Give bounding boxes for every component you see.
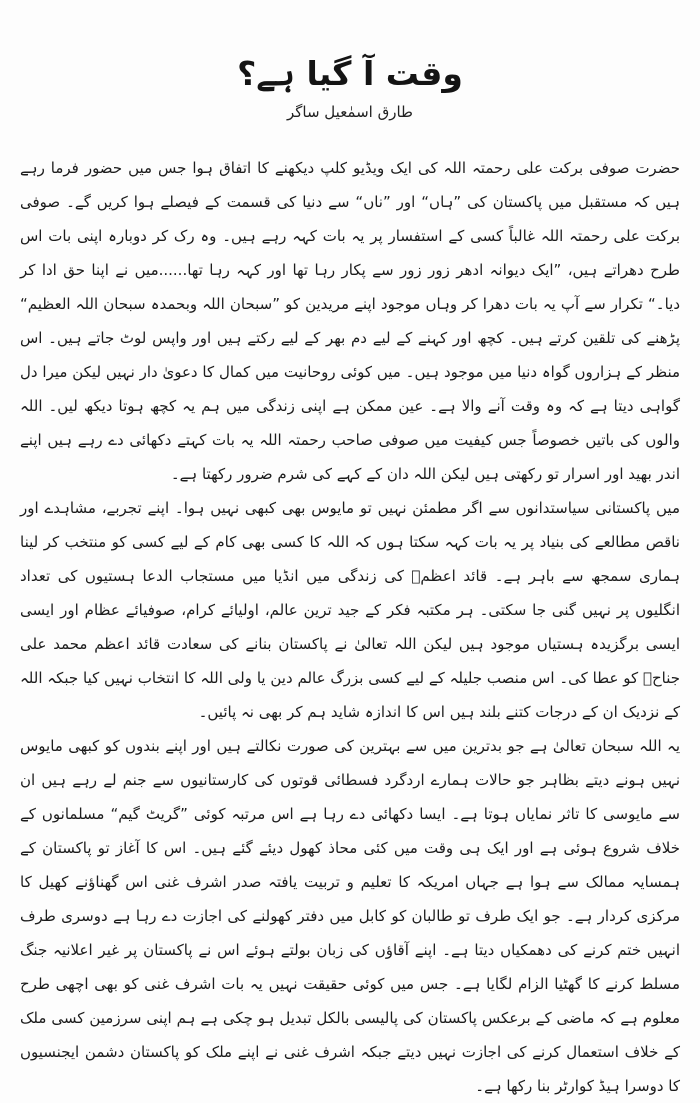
document-header	[20, 48, 680, 121]
page-title: وقت آ گیا ہے؟	[237, 54, 463, 93]
article-paragraph: یہ اللہ سبحان تعالیٰ ہے جو بدترین میں سے بہترین کی صورت نکالتے ہیں اور اپنے بندوں کو کبھی مایوس نہیں ہونے دیتے بظاہر جو حالات ہمارے اردگرد فسطائی قوتوں کی کارستانیوں سے جنم لے رہے ہیں ان سے مایوسی کا تاثر نمایاں ہوتا ہے۔ ایسا دکھائی دے رہا ہے اس مرتبہ کوئی ”گریٹ گیم“ مسلمانوں کے خلاف شروع ہوئی ہے اور ایک ہی وقت میں کئی محاذ کھول دیئے گئے ہیں۔ اس کا آغاز تو پاکستان کے ہمسایہ ممالک سے ہوا ہے جہاں امریکہ کا تعلیم و تربیت یافتہ صدر اشرف غنی اس گھناؤنے کھیل کا مرکزی کردار ہے۔ جو ایک طرف تو طالبان کو کابل میں دفتر کھولنے کی اجازت دے رہا ہے دوسری طرف انہیں ختم کرنے کی دھمکیاں دیتا ہے۔ اپنے آقاؤں کی زبان بولتے ہوئے اس نے پاکستان پر غیر اعلانیہ جنگ مسلط کرنے کا گھٹیا الزام لگایا ہے۔ جس میں کوئی حقیقت نہیں یہ بات اشرف غنی کو بھی اچھی طرح معلوم ہے کہ ماضی کے برعکس پاکستان کی پالیسی بالکل تبدیل ہو چکی ہے ہم اپنی سرزمین کسی ملک کے خلاف استعمال کرنے کی اجازت نہیں دیتے جبکہ اشرف غنی نے اپنے ملک کو پاکستان دشمن ایجنسیوں کا دوسرا ہیڈ کوارٹر بنا رکھا ہے۔	[20, 737, 680, 1096]
article-body	[20, 151, 680, 1103]
article-paragraph: میں پاکستانی سیاستدانوں سے اگر مطمئن نہیں تو مایوس بھی کبھی نہیں ہوا۔ اپنے تجربے، مشاہدے اور ناقص مطالعے کی بنیاد پر یہ بات کہہ سکتا ہوں کہ اللہ کا کسی بھی کام کے لیے کسی کو منتخب کر لینا ہماری سمجھ سے باہر ہے۔ قائد اعظمؒ کی زندگی میں انڈیا میں مستجاب الدعا ہستیوں کی تعداد انگلیوں پر نہیں گنی جا سکتی۔ ہر مکتبہ فکر کے جید ترین عالم، اولیائے کرام، صوفیائے عظام اور ایسی ایسی برگزیدہ ہستیاں موجود ہیں لیکن اللہ تعالیٰ نے پاکستان بنانے کی سعادت قائد اعظم محمد علی جناحؒ کو عطا کی۔ اس منصب جلیلہ کے لیے کسی بزرگ عالم دین یا ولی اللہ کا انتخاب نہیں کیا جبکہ اللہ کے نزدیک ان کے درجات کتنے بلند ہیں اس کا اندازہ شاید ہم کر بھی نہ پائیں۔	[20, 499, 680, 722]
article-paragraph: حضرت صوفی برکت علی رحمتہ اللہ کی ایک ویڈیو کلپ دیکھنے کا اتفاق ہوا جس میں حضور فرما رہے ہیں کہ مستقبل میں پاکستان کی ”ہاں“ اور ”ناں“ سے دنیا کی قسمت کے فیصلے ہوا کریں گے۔ صوفی برکت علی رحمتہ اللہ غالباً کسی کے استفسار پر یہ بات کہہ رہے ہیں۔ وہ رک کر دوبارہ اپنی بات اس طرح دھراتے ہیں، ”ایک دیوانہ ادھر زور زور سے پکار رہا تھا اور کہہ رہا تھا......میں نے اپنا حق ادا کر دیا۔“ تکرار سے آپ یہ بات دھرا کر وہاں موجود اپنے مریدین کو ”سبحان اللہ وبحمدہ سبحان اللہ العظیم“ پڑھنے کی تلقین کرتے ہیں۔ کچھ اور کہنے کے لیے دم بھر کے لیے رکتے ہیں اور واپس لوٹ جاتے ہیں۔ اس منظر کے ہزاروں گواہ دنیا میں موجود ہیں۔ میں کوئی روحانیت میں کمال کا دعویٰ دار نہیں لیکن میرا دل گواہی دیتا ہے کہ وہ وقت آنے والا ہے۔ عین ممکن ہے اپنی زندگی میں ہم یہ کچھ ہوتا دیکھ لیں۔ اللہ والوں کی باتیں خصوصاً جس کیفیت میں صوفی صاحب رحمتہ اللہ یہ بات کہتے دکھائی دے رہے ہیں اپنے اندر بھید اور اسرار تو رکھتی ہیں لیکن اللہ دان کے کہے کی شرم ضرور رکھتا ہے۔	[20, 159, 680, 484]
author-name: طارق اسمٰعیل ساگر	[286, 103, 413, 122]
